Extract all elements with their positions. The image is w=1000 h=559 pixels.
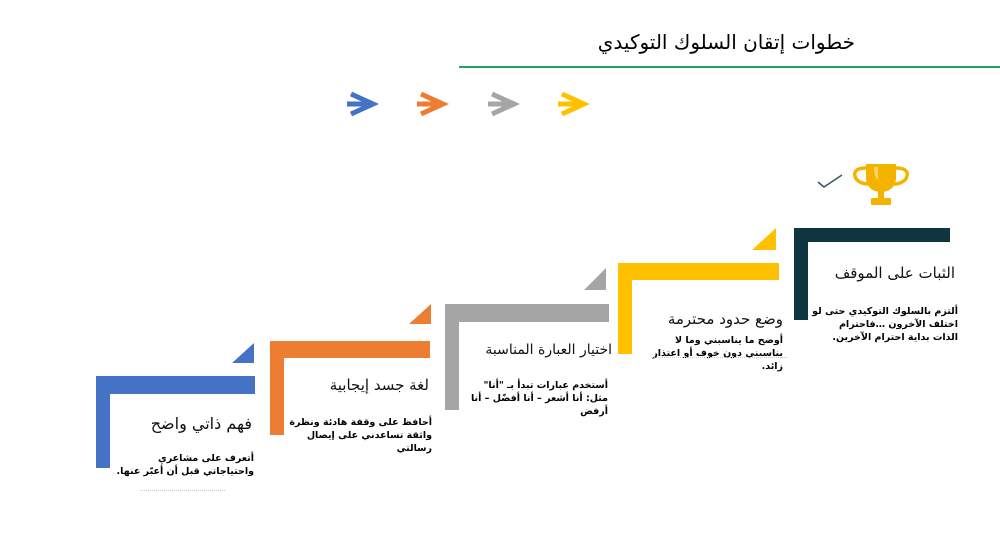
step-1-divider (140, 490, 225, 491)
step-1-left-bar (96, 376, 110, 468)
arrow-right-icon (558, 90, 592, 118)
step-3-top-bar (445, 304, 609, 322)
step-2-left-bar (270, 341, 284, 435)
step-1-top-bar (96, 376, 255, 394)
arrow-right-icon (417, 90, 451, 118)
step-2-corner-triangle (409, 304, 431, 324)
title-underline (459, 66, 1000, 68)
arrow-right-icon (488, 90, 522, 118)
trophy-icon (850, 160, 912, 208)
step-4-corner-triangle (752, 228, 776, 250)
step-4-divider (652, 357, 787, 358)
step-4-heading: وضع حدود محترمة (667, 310, 783, 328)
step-4-top-bar (618, 263, 779, 280)
step-4-left-bar (618, 263, 632, 354)
step-3-corner-triangle (584, 268, 606, 290)
arrow-right-icon (347, 90, 381, 118)
step-3-description: أستخدم عبارات تبدأ بـ "أنا" مثل: أنا أشعر – أنا أفضّل – أنا أرفض (470, 380, 608, 417)
step-1-heading: فهم ذاتي واضح (150, 414, 252, 433)
checkmark-icon (816, 172, 844, 190)
step-5-heading: الثبات على الموقف (834, 264, 955, 282)
step-5-left-bar (794, 228, 808, 320)
step-5-description: ألتزم بالسلوك التوكيدي حتى لو اختلف الآخرون …فاحترام الذات بداية احترام الآخرين. (812, 306, 958, 343)
step-2-description: أحافظ على وقفة هادئة ونظرة واثقة تساعدني على إيصال رسالتي (289, 417, 432, 454)
step-3-heading: اختيار العبارة المناسبة (485, 342, 612, 358)
step-2-top-bar (270, 341, 430, 358)
step-1-description: أتعرف على مشاعري واحتياجاتي قبل أن أعبّر عنها. (116, 453, 254, 477)
step-2-heading: لغة جسد إيجابية (329, 376, 429, 394)
page-title: خطوات إتقان السلوك التوكيدي (597, 30, 855, 54)
step-4-description: أوضح ما يناسبني وما لا يناسبني دون خوف أو اعتذار زائد. (652, 335, 783, 372)
step-5-top-bar (794, 228, 950, 242)
step-1-corner-triangle (232, 343, 254, 363)
step-3-left-bar (445, 304, 459, 410)
